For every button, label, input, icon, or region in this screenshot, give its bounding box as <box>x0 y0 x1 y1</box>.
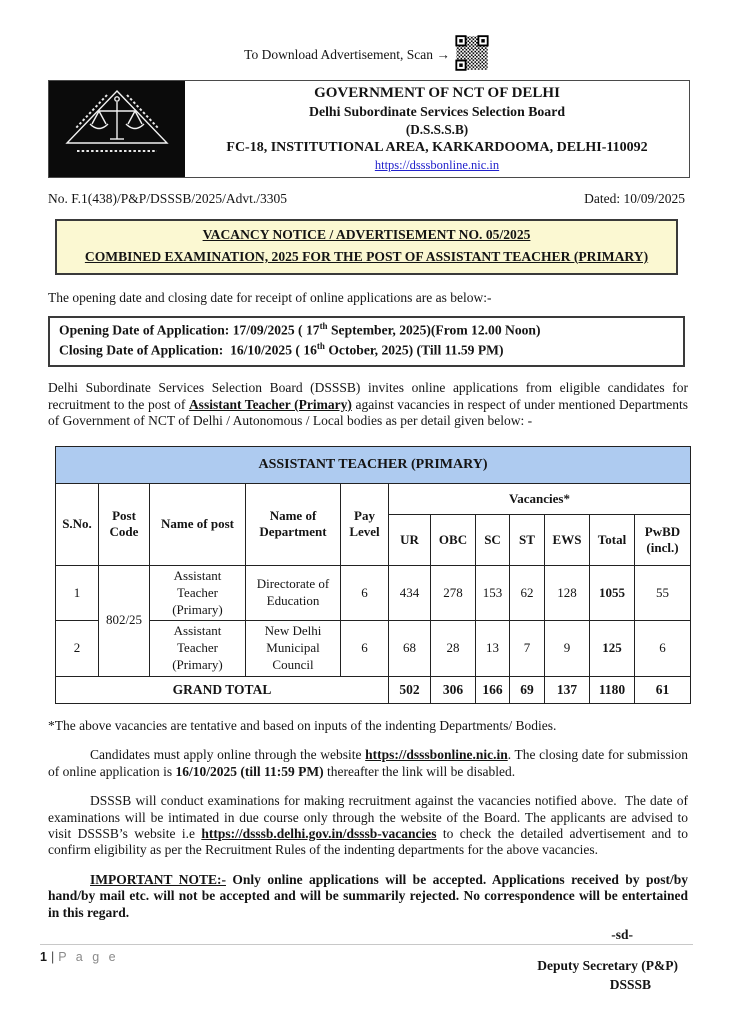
gt-ur: 502 <box>389 677 431 704</box>
board-address: FC-18, INSTITUTIONAL AREA, KARKARDOOMA, DELHI-110092 <box>226 140 648 155</box>
grand-total-label: GRAND TOTAL <box>56 677 389 704</box>
post-name-highlight: Assistant Teacher (Primary) <box>188 396 352 412</box>
cell-pwbd: 6 <box>635 621 691 677</box>
table-header-row-1 <box>56 483 691 514</box>
invitation-paragraph: Delhi Subordinate Services Selection Board (DSSSB) invites online applications from eligible candidates for recruitment to the post of Assistant Teacher (Primary) against vacancies in respect of under mentioned Departments of Government of NCT of Delhi / Autonomous / Local bodies as per detail given below: - <box>48 380 688 429</box>
cell-total: 125 <box>590 621 635 677</box>
qr-code-icon <box>455 35 489 71</box>
cell-sno: 2 <box>56 621 99 677</box>
gt-total: 1180 <box>590 677 635 704</box>
cell-dept: New Delhi Municipal Council <box>246 621 341 677</box>
letterhead <box>48 80 690 178</box>
cell-post-code: 802/25 <box>99 565 150 676</box>
col-sno: S.No. <box>56 483 99 565</box>
col-obc: OBC <box>431 514 476 565</box>
cell-st: 62 <box>510 565 545 621</box>
cell-total: 1055 <box>590 565 635 621</box>
board-name: Delhi Subordinate Services Selection Board <box>308 104 565 119</box>
gt-pwbd: 61 <box>635 677 691 704</box>
cell-obc: 28 <box>431 621 476 677</box>
grand-total-row <box>56 677 691 704</box>
col-sc: SC <box>476 514 510 565</box>
table-title: ASSISTANT TEACHER (PRIMARY) <box>56 446 691 483</box>
cell-sc: 153 <box>476 565 510 621</box>
page-number: 1 <box>40 950 47 964</box>
page-footer: 1 | P a g e <box>40 944 693 964</box>
closing-date-line: Closing Date of Application: 16/10/2025 ( 16th October, 2025) (Till 11.59 PM) <box>59 341 504 358</box>
gt-ews: 137 <box>545 677 590 704</box>
col-post-code: Post Code <box>99 483 150 565</box>
apply-online-paragraph: Candidates must apply online through the website https://dsssbonline.nic.in. The closing date for submission of online application is 16/10/2025 (till 11:59 PM) thereafter the link will be disabled. <box>48 747 688 779</box>
opening-date-line: Opening Date of Application: 17/09/2025 ( 17th September, 2025)(From 12.00 Noon) <box>59 320 541 338</box>
cell-ews: 128 <box>545 565 590 621</box>
table-title-row <box>56 446 691 483</box>
cell-ews: 9 <box>545 621 590 677</box>
reference-number: No. F.1(438)/P&P/DSSSB/2025/Advt./3305 <box>48 191 287 206</box>
tentative-footnote: *The above vacancies are tentative and based on inputs of the indenting Departments/ Bodies. <box>48 718 557 734</box>
cell-pay: 6 <box>341 565 389 621</box>
apply-website-link[interactable]: https://dsssbonline.nic.in <box>365 747 508 763</box>
vacancy-table <box>55 446 691 704</box>
cell-dept: Directorate of Education <box>246 565 341 621</box>
reference-row <box>48 191 685 207</box>
col-pwbd: PwBD (incl.) <box>635 514 691 565</box>
col-vacancies-span: Vacancies* <box>389 483 691 514</box>
application-dates-box <box>48 316 685 368</box>
col-ews: EWS <box>545 514 590 565</box>
cell-sno: 1 <box>56 565 99 621</box>
dated-label: Dated: 10/09/2025 <box>584 191 685 206</box>
col-pay-level: Pay Level <box>341 483 389 565</box>
col-department: Name of Department <box>246 483 341 565</box>
col-st: ST <box>510 514 545 565</box>
table-row <box>56 621 691 677</box>
gt-st: 69 <box>510 677 545 704</box>
page-label: P a g e <box>58 950 119 964</box>
scan-instruction-row <box>0 0 733 74</box>
notice-line-1: VACANCY NOTICE / ADVERTISEMENT NO. 05/2025 <box>202 227 531 242</box>
board-website-link[interactable]: https://dsssbonline.nic.in <box>374 158 500 172</box>
cell-post: Assistant Teacher (Primary) <box>150 565 246 621</box>
col-name-of-post: Name of post <box>150 483 246 565</box>
signatory-designation: Deputy Secretary (P&P) <box>537 958 678 974</box>
gt-sc: 166 <box>476 677 510 704</box>
dsssb-logo <box>49 81 185 177</box>
intro-text: The opening date and closing date for receipt of online applications are as below:- <box>48 289 492 305</box>
examinations-paragraph: DSSSB will conduct examinations for making recruitment against the vacancies notified above. The date of examinations will be intimated in due course only through the website of the Board. The applicants are advised to visit DSSSB’s website i.e https://dsssb.delhi.gov.in/dsssb-vacancies to check the detailed advertisement and to confirm eligibility as per the Recruitment Rules of the indenting departments for the above vacancies. <box>48 793 688 858</box>
board-abbr: (D.S.S.S.B) <box>405 122 469 137</box>
cell-ur: 434 <box>389 565 431 621</box>
signatory-org: DSSSB <box>609 977 651 993</box>
letterhead-text <box>185 81 689 177</box>
govt-title: GOVERNMENT OF NCT OF DELHI <box>314 85 560 101</box>
cell-obc: 278 <box>431 565 476 621</box>
important-note-label: IMPORTANT NOTE:- <box>90 871 226 887</box>
cell-sc: 13 <box>476 621 510 677</box>
vacancies-website-link[interactable]: https://dsssb.delhi.gov.in/dsssb-vacancies <box>201 825 437 841</box>
cell-post: Assistant Teacher (Primary) <box>150 621 246 677</box>
vacancy-notice-banner <box>55 219 678 275</box>
table-row <box>56 565 691 621</box>
signed-sd: -sd- <box>611 927 633 943</box>
notice-line-2: COMBINED EXAMINATION, 2025 FOR THE POST OF ASSISTANT TEACHER (PRIMARY) <box>84 248 649 264</box>
important-note-paragraph: IMPORTANT NOTE:- Only online applications will be accepted. Applications received by post/by hand/by mail etc. will not be accepted and will be summarily rejected. No correspondence will be entertained in this regard. <box>48 871 688 920</box>
scan-instruction-text: To Download Advertisement, Scan → <box>244 47 450 62</box>
gt-obc: 306 <box>431 677 476 704</box>
cell-ur: 68 <box>389 621 431 677</box>
col-ur: UR <box>389 514 431 565</box>
cell-st: 7 <box>510 621 545 677</box>
closing-deadline-bold: 16/10/2025 (till 11:59 PM) <box>175 763 324 779</box>
cell-pwbd: 55 <box>635 565 691 621</box>
cell-pay: 6 <box>341 621 389 677</box>
col-total: Total <box>590 514 635 565</box>
